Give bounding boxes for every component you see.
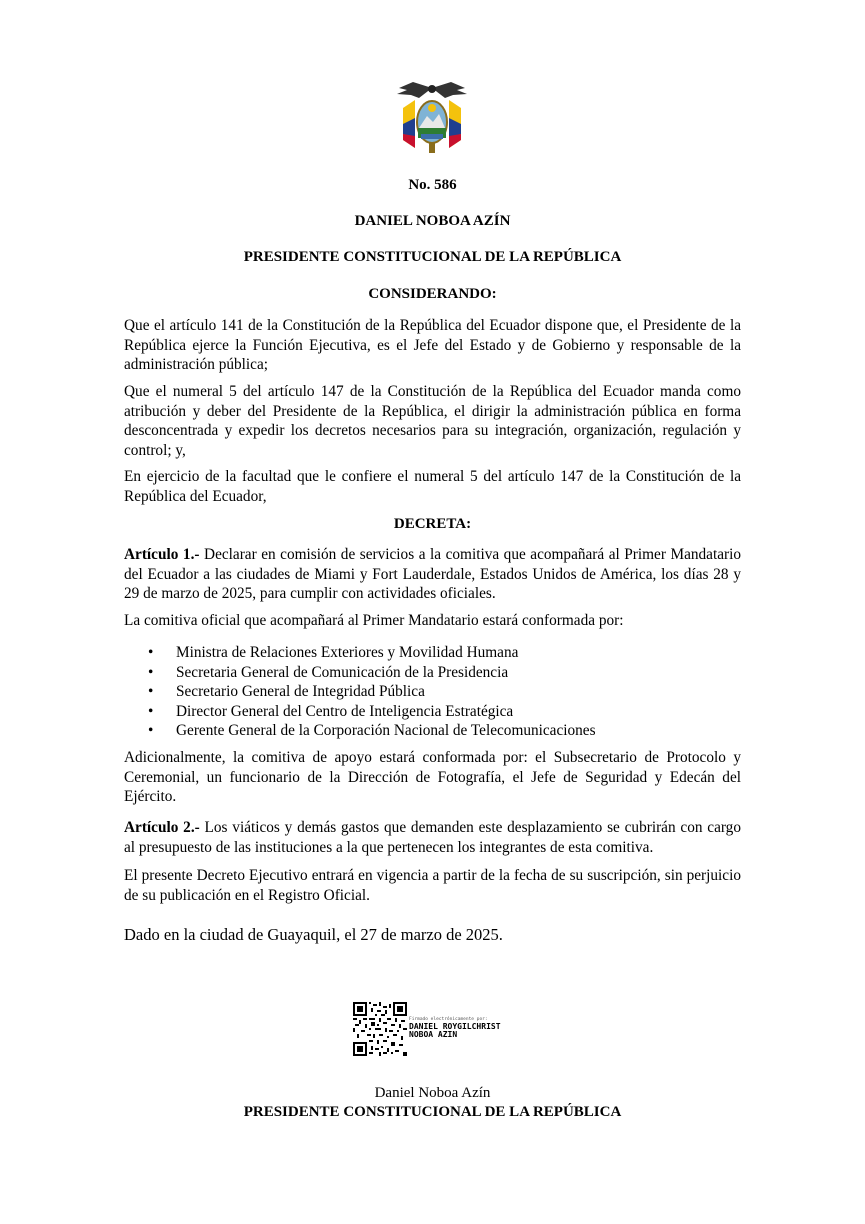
vigencia-paragraph: El presente Decreto Ejecutivo entrará en vigencia a partir de la fecha de su suscripción, sin perjuicio de su publicación en el Registro Oficial. bbox=[124, 867, 741, 904]
list-item: • Director General del Centro de Inteligencia Estratégica bbox=[148, 702, 514, 720]
dado-en-line: Dado en la ciudad de Guayaquil, el 27 de marzo de 2025. bbox=[124, 925, 503, 944]
considerando-paragraph-2: Que el numeral 5 del artículo 147 de la Constitución de la República del Ecuador manda como atribución y deber del Presidente de la República, el dirigir la administración pública en forma desconcentrada y expedir los decretos necesarios para su integración, organización, regulación y control; y, bbox=[124, 383, 741, 459]
list-item: • Gerente General de la Corporación Nacional de Telecomunicaciones bbox=[148, 722, 596, 739]
bullet-icon: • bbox=[148, 702, 154, 720]
article-2-label: Artículo 2.- bbox=[124, 819, 200, 836]
list-item: • Secretario General de Integridad Pública bbox=[148, 683, 425, 700]
article-2 bbox=[124, 818, 741, 857]
comitiva-list bbox=[124, 643, 741, 741]
signature-caption: Firmado electrónicamente por: bbox=[409, 1017, 488, 1022]
considerando-heading: CONSIDERANDO: bbox=[368, 286, 497, 302]
support-paragraph: Adicionalmente, la comitiva de apoyo estará conformada por: el Subsecretario de Protocolo y Ceremonial, un funcionario de la Dirección de Fotografía, el Jefe de Seguridad y Edecán del Ejército. bbox=[124, 749, 741, 805]
signature-name-line-2: NOBOA AZIN bbox=[409, 1030, 458, 1039]
considerando-paragraph-3: En ejercicio de la facultad que le confiere el numeral 5 del artículo 147 de la Constitución de la República del Ecuador, bbox=[124, 468, 741, 505]
bullet-icon: • bbox=[148, 663, 154, 681]
decree-number: No. 586 bbox=[408, 177, 457, 193]
issuer-name: DANIEL NOBOA AZÍN bbox=[354, 213, 511, 229]
signer-name: Daniel Noboa Azín bbox=[374, 1085, 491, 1101]
signature-name-line-1: DANIEL ROYGILCHRIST bbox=[409, 1022, 501, 1031]
signature-text bbox=[409, 1017, 501, 1039]
comitiva-intro: La comitiva oficial que acompañará al Primer Mandatario estará conformada por: bbox=[124, 612, 624, 629]
bullet-icon: • bbox=[148, 644, 154, 661]
signer-title: PRESIDENTE CONSTITUCIONAL DE LA REPÚBLICA bbox=[243, 1104, 622, 1120]
issuer-title: PRESIDENTE CONSTITUCIONAL DE LA REPÚBLICA bbox=[243, 249, 622, 265]
list-item: • Secretaria General de Comunicación de la Presidencia bbox=[148, 663, 509, 681]
decreta-heading: DECRETA: bbox=[393, 516, 472, 532]
article-1-text: Declarar en comisión de servicios a la comitiva que acompañará al Primer Mandatario del Ecuador a las ciudades de Miami y Fort Lauderdale, Estados Unidos de América, los días 28 y 29 de marzo de 2025, para cumplir con actividades oficiales. bbox=[124, 546, 741, 602]
ecuador-coat-of-arms-icon bbox=[393, 78, 471, 156]
considerando-paragraph-1: Que el artículo 141 de la Constitución de la República del Ecuador dispone que, el Presidente de la República ejerce la Función Ejecutiva, es el Jefe del Estado y de Gobierno y responsable de la administración pública; bbox=[124, 317, 741, 373]
list-item: • Ministra de Relaciones Exteriores y Movilidad Humana bbox=[148, 644, 519, 661]
article-1 bbox=[124, 545, 741, 604]
bullet-icon: • bbox=[148, 722, 154, 739]
electronic-signature bbox=[353, 1002, 518, 1058]
qr-code-icon bbox=[353, 1002, 407, 1056]
article-1-label: Artículo 1.- bbox=[124, 546, 200, 563]
article-2-text: Los viáticos y demás gastos que demanden este desplazamiento se cubrirán con cargo al presupuesto de las instituciones a la que pertenecen los integrantes de esta comitiva. bbox=[124, 819, 741, 856]
bullet-icon: • bbox=[148, 683, 154, 700]
